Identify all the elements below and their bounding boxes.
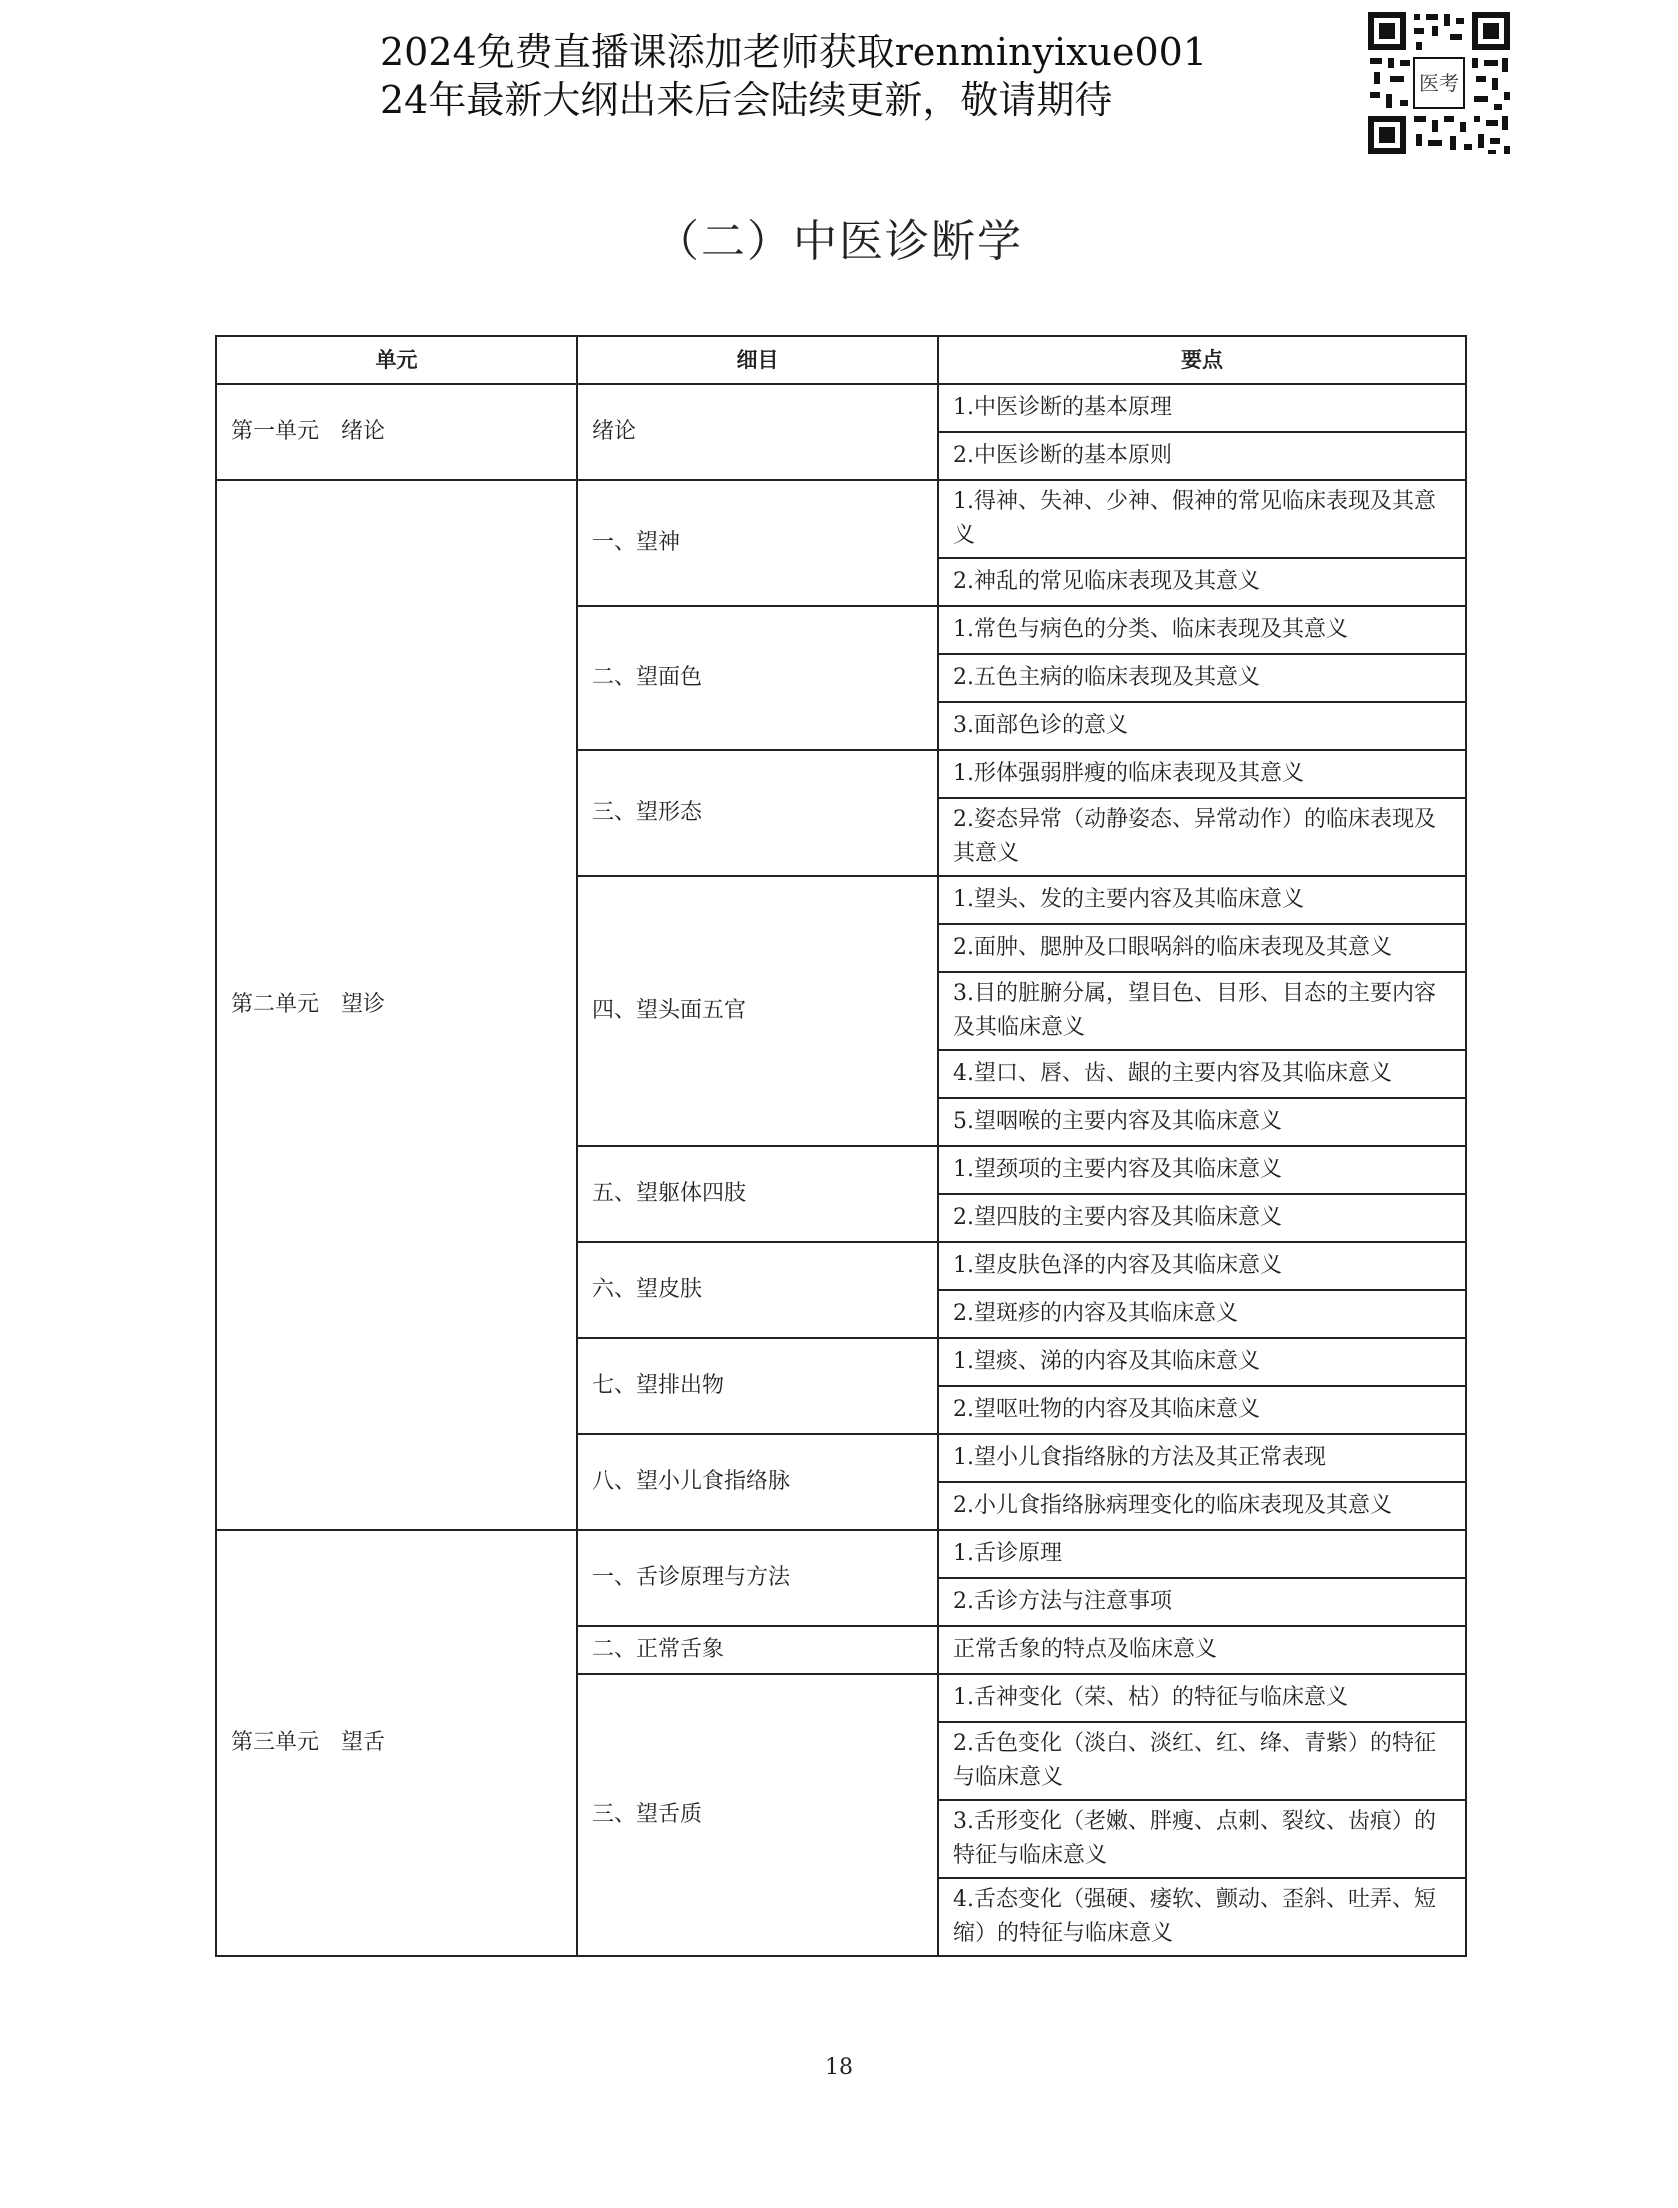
item-cell: 二、正常舌象 [577, 1626, 938, 1674]
point-cell: 4.望口、唇、齿、龈的主要内容及其临床意义 [938, 1050, 1466, 1098]
syllabus-table [215, 335, 1467, 1957]
table-row [216, 480, 1466, 558]
table-header-row [216, 336, 1466, 384]
point-cell: 1.望颈项的主要内容及其临床意义 [938, 1146, 1466, 1194]
promo-line-2: 24年最新大纲出来后会陆续更新，敬请期待 [380, 78, 1113, 122]
table-row [216, 384, 1466, 432]
point-cell: 1.常色与病色的分类、临床表现及其意义 [938, 606, 1466, 654]
promo-header [380, 28, 1280, 124]
point-cell: 正常舌象的特点及临床意义 [938, 1626, 1466, 1674]
item-cell: 一、舌诊原理与方法 [577, 1530, 938, 1626]
item-cell: 七、望排出物 [577, 1338, 938, 1434]
point-cell: 5.望咽喉的主要内容及其临床意义 [938, 1098, 1466, 1146]
column-header: 细目 [577, 336, 938, 384]
point-cell: 2.舌色变化（淡白、淡红、红、绛、青紫）的特征与临床意义 [938, 1722, 1466, 1800]
item-cell: 三、望形态 [577, 750, 938, 876]
page-number: 18 [825, 2055, 853, 2080]
qr-code-icon[interactable] [1364, 8, 1514, 158]
point-cell: 3.目的脏腑分属，望目色、目形、目态的主要内容及其临床意义 [938, 972, 1466, 1050]
unit-cell: 第二单元 望诊 [216, 480, 577, 1530]
point-cell: 2.中医诊断的基本原则 [938, 432, 1466, 480]
item-cell: 八、望小儿食指络脉 [577, 1434, 938, 1530]
point-cell: 1.望皮肤色泽的内容及其临床意义 [938, 1242, 1466, 1290]
point-cell: 2.望呕吐物的内容及其临床意义 [938, 1386, 1466, 1434]
point-cell: 2.小儿食指络脉病理变化的临床表现及其意义 [938, 1482, 1466, 1530]
point-cell: 4.舌态变化（强硬、痿软、颤动、歪斜、吐弄、短缩）的特征与临床意义 [938, 1878, 1466, 1956]
item-cell: 六、望皮肤 [577, 1242, 938, 1338]
table-row [216, 1530, 1466, 1578]
point-cell: 2.望斑疹的内容及其临床意义 [938, 1290, 1466, 1338]
point-cell: 1.形体强弱胖瘦的临床表现及其意义 [938, 750, 1466, 798]
point-cell: 1.舌神变化（荣、枯）的特征与临床意义 [938, 1674, 1466, 1722]
table-body [216, 384, 1466, 1956]
point-cell: 2.望四肢的主要内容及其临床意义 [938, 1194, 1466, 1242]
point-cell: 1.望头、发的主要内容及其临床意义 [938, 876, 1466, 924]
point-cell: 1.得神、失神、少神、假神的常见临床表现及其意义 [938, 480, 1466, 558]
item-cell: 三、望舌质 [577, 1674, 938, 1956]
point-cell: 2.面肿、腮肿及口眼㖞斜的临床表现及其意义 [938, 924, 1466, 972]
point-cell: 1.舌诊原理 [938, 1530, 1466, 1578]
item-cell: 五、望躯体四肢 [577, 1146, 938, 1242]
unit-cell: 第三单元 望舌 [216, 1530, 577, 1956]
point-cell: 1.望痰、涕的内容及其临床意义 [938, 1338, 1466, 1386]
qr-center-text: 医考 [1419, 71, 1459, 95]
item-cell: 绪论 [577, 384, 938, 480]
column-header: 单元 [216, 336, 577, 384]
item-cell: 一、望神 [577, 480, 938, 606]
page-title: （二）中医诊断学 [655, 216, 1023, 267]
unit-cell: 第一单元 绪论 [216, 384, 577, 480]
point-cell: 2.五色主病的临床表现及其意义 [938, 654, 1466, 702]
column-header: 要点 [938, 336, 1466, 384]
point-cell: 1.望小儿食指络脉的方法及其正常表现 [938, 1434, 1466, 1482]
item-cell: 四、望头面五官 [577, 876, 938, 1146]
point-cell: 3.舌形变化（老嫩、胖瘦、点刺、裂纹、齿痕）的特征与临床意义 [938, 1800, 1466, 1878]
point-cell: 2.姿态异常（动静姿态、异常动作）的临床表现及其意义 [938, 798, 1466, 876]
point-cell: 1.中医诊断的基本原理 [938, 384, 1466, 432]
point-cell: 2.舌诊方法与注意事项 [938, 1578, 1466, 1626]
point-cell: 2.神乱的常见临床表现及其意义 [938, 558, 1466, 606]
item-cell: 二、望面色 [577, 606, 938, 750]
promo-line-1: 2024免费直播课添加老师获取renminyixue001 [380, 30, 1208, 74]
point-cell: 3.面部色诊的意义 [938, 702, 1466, 750]
